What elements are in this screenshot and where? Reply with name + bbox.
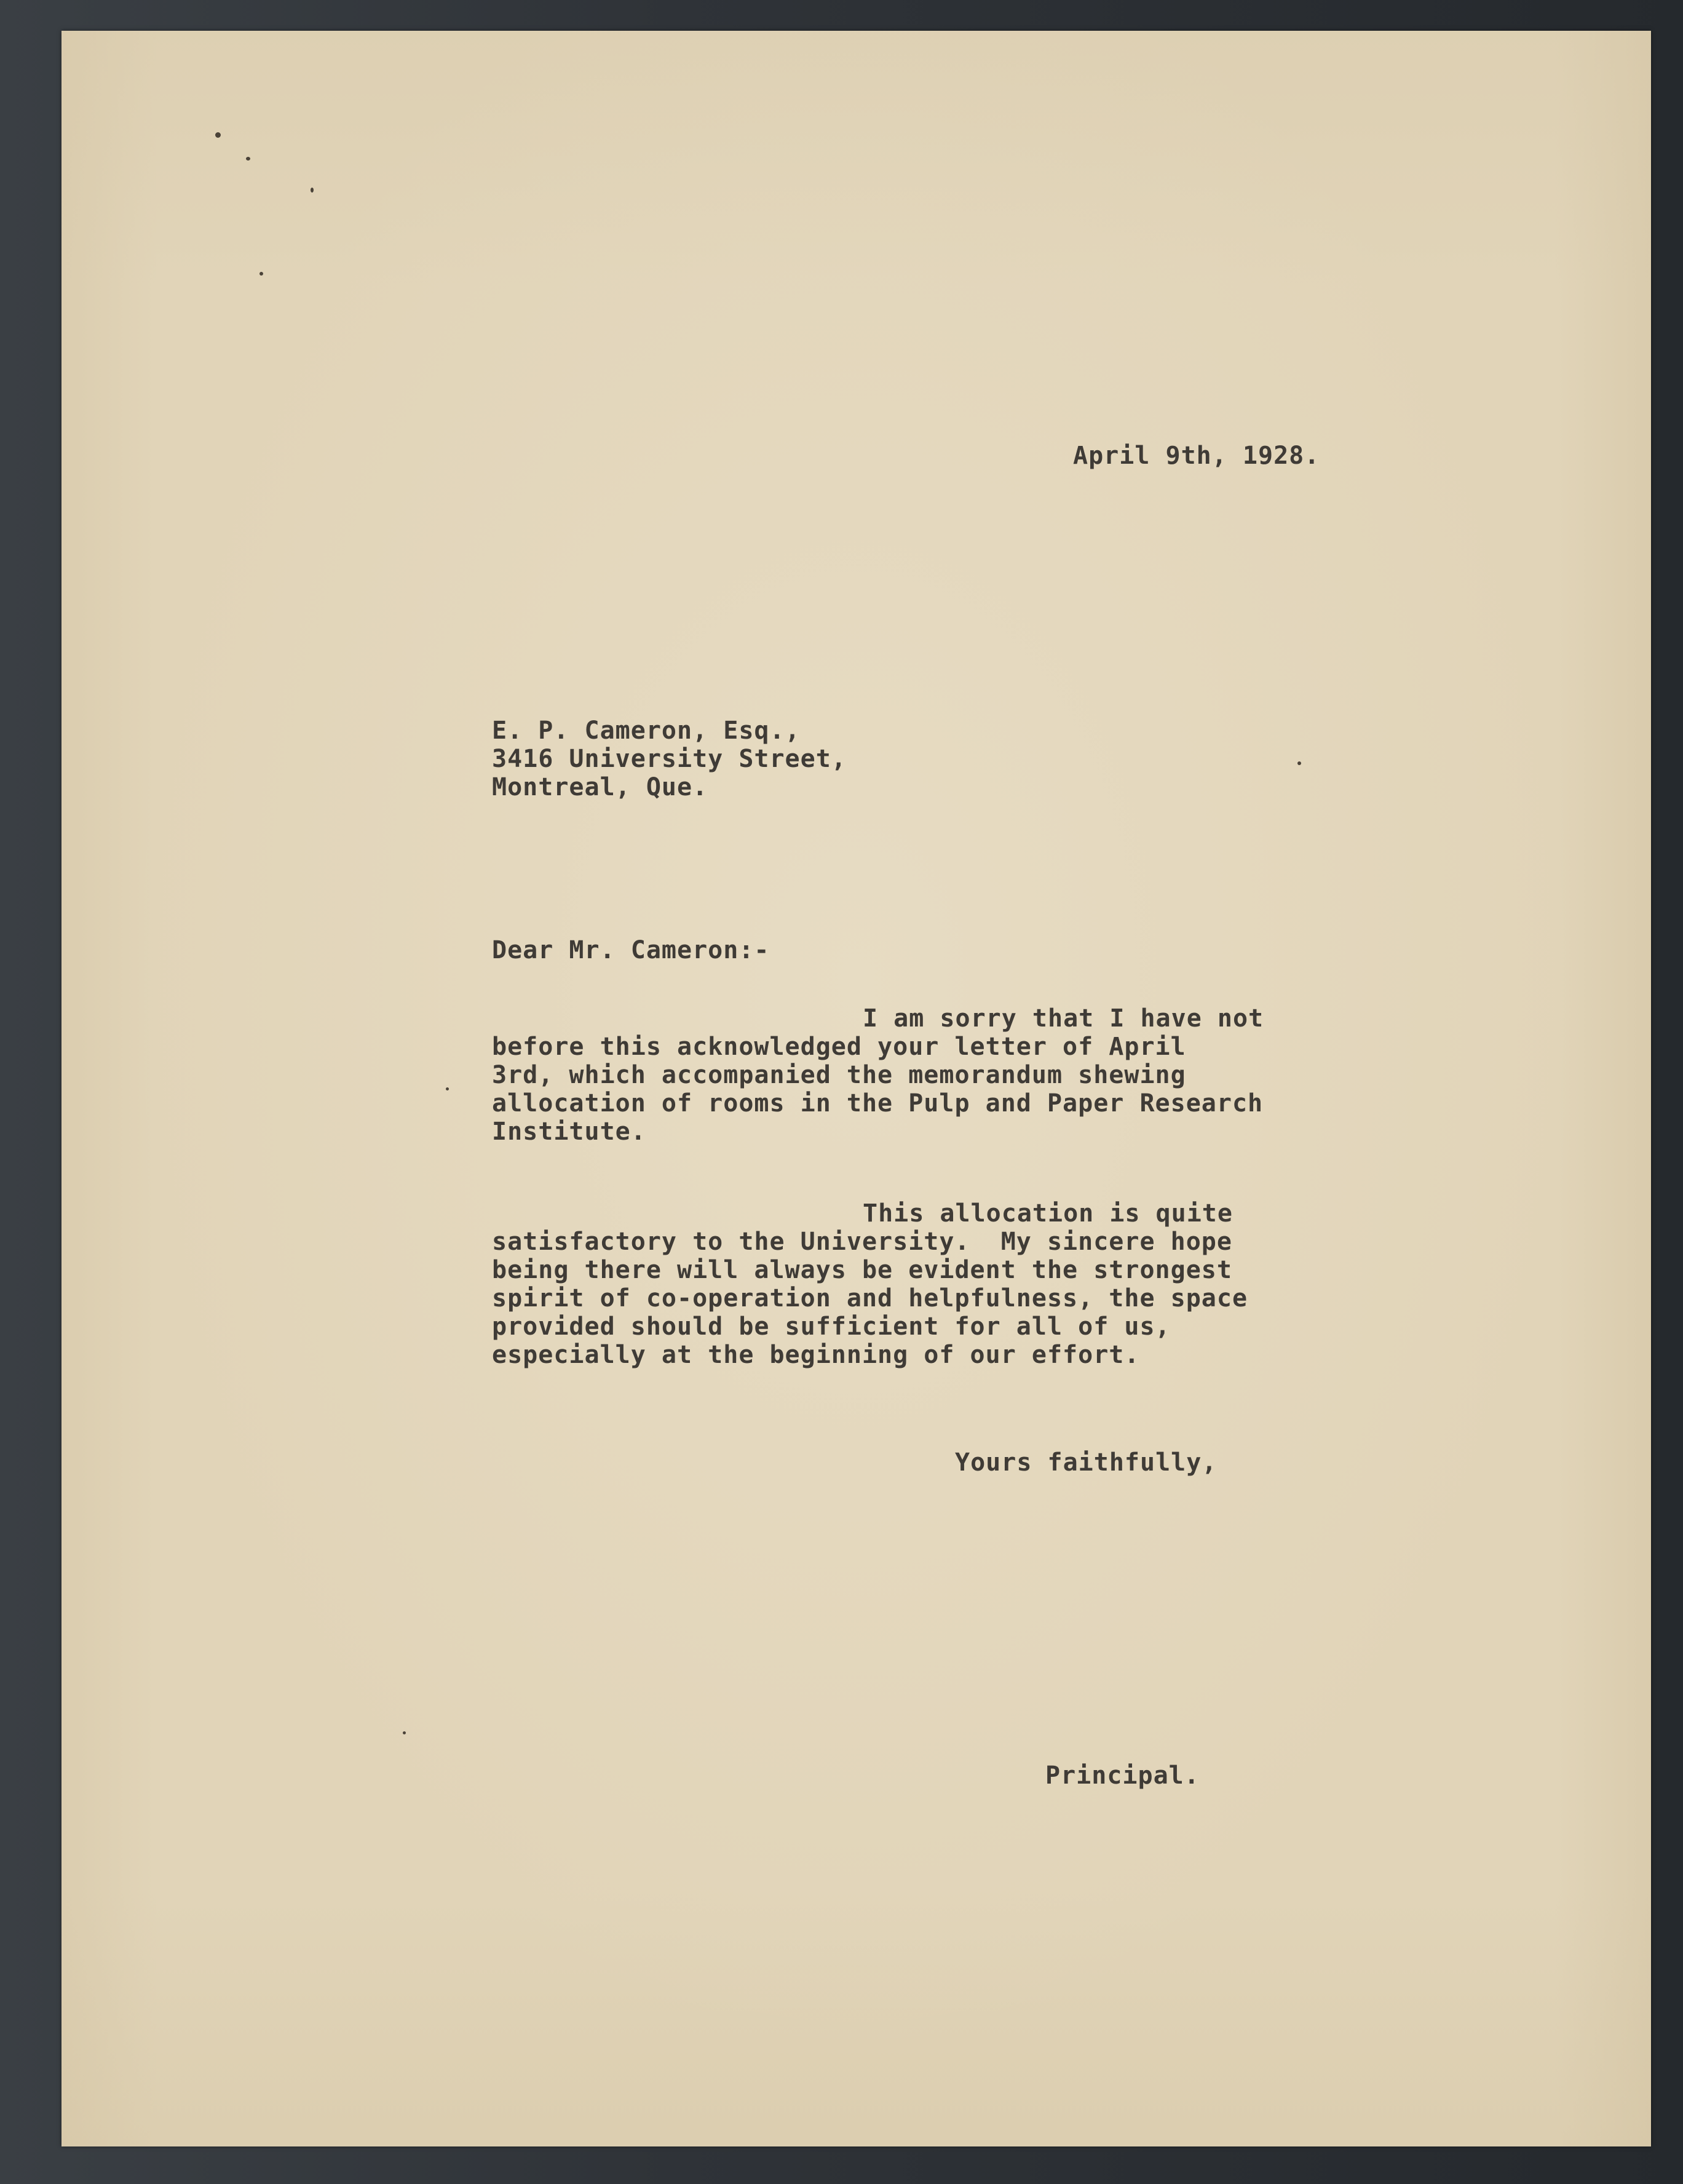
paper-speck bbox=[311, 188, 314, 193]
paragraph-line: provided should be sufficient for all of us, bbox=[492, 1312, 1171, 1341]
paper-speck bbox=[1297, 761, 1301, 765]
paper-speck bbox=[215, 132, 221, 138]
paragraph-line: Institute. bbox=[492, 1118, 646, 1146]
paragraph-line: being there will always be evident the strongest bbox=[492, 1256, 1232, 1284]
complimentary-close: Yours faithfully, bbox=[955, 1448, 1218, 1477]
paragraph-line: especially at the beginning of our effort. bbox=[492, 1341, 1140, 1369]
salutation: Dear Mr. Cameron:- bbox=[492, 936, 770, 964]
paragraph-line: before this acknowledged your letter of April bbox=[492, 1033, 1186, 1061]
recipient-street: 3416 University Street, bbox=[492, 745, 847, 773]
paragraph-line: spirit of co-operation and helpfulness, the space bbox=[492, 1284, 1248, 1312]
letter-date: April 9th, 1928. bbox=[1073, 442, 1320, 470]
paper-speck bbox=[403, 1731, 406, 1734]
paragraph-line: 3rd, which accompanied the memorandum shewing bbox=[492, 1061, 1186, 1089]
paragraph-line: This allocation is quite bbox=[863, 1199, 1233, 1228]
recipient-city: Montreal, Que. bbox=[492, 773, 708, 801]
paper-speck bbox=[246, 157, 250, 161]
paragraph-line: I am sorry that I have not bbox=[863, 1004, 1264, 1033]
paper-speck bbox=[446, 1087, 449, 1090]
paper-speck bbox=[259, 272, 263, 276]
signature-title: Principal. bbox=[1045, 1761, 1200, 1790]
paragraph-line: satisfactory to the University. My sincere hope bbox=[492, 1228, 1232, 1256]
recipient-name: E. P. Cameron, Esq., bbox=[492, 717, 801, 745]
paragraph-line: allocation of rooms in the Pulp and Paper Research bbox=[492, 1089, 1264, 1118]
